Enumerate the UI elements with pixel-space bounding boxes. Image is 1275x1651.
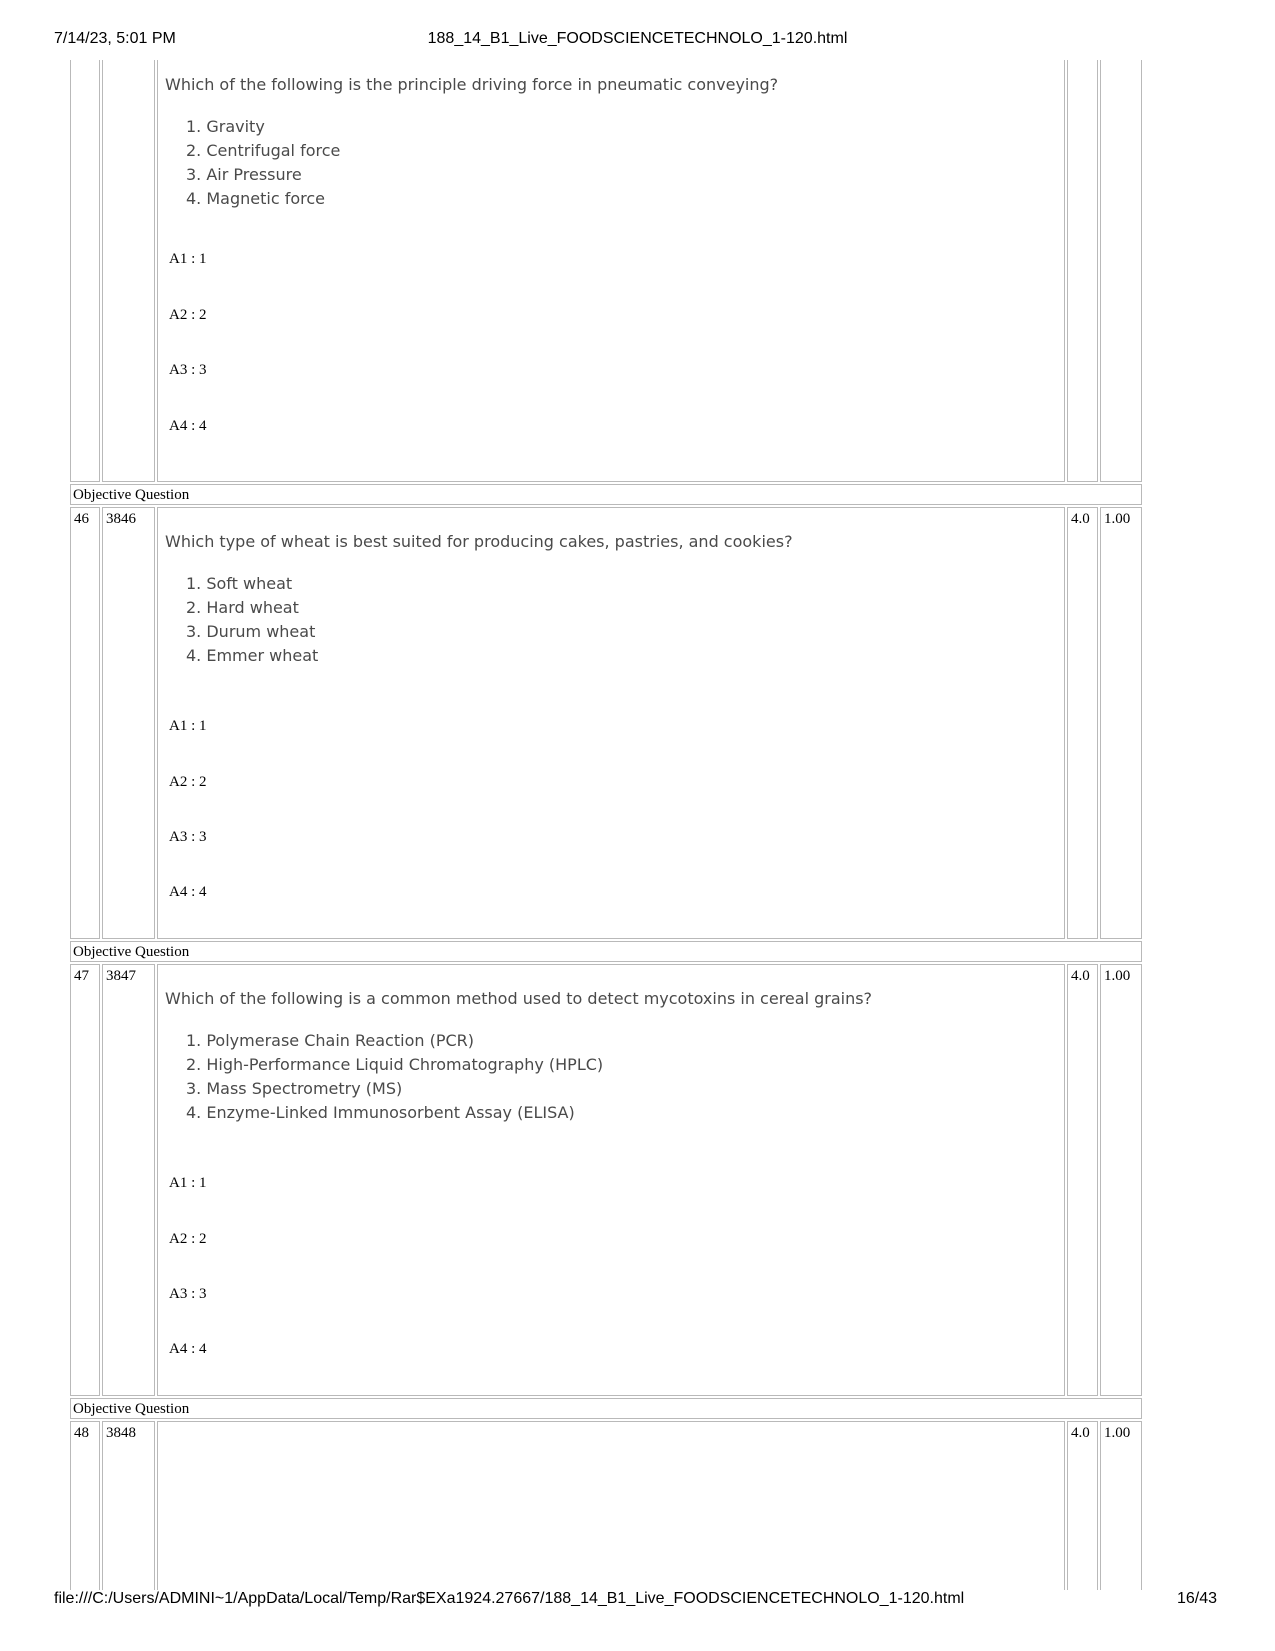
- question-id-cell: 3848: [102, 1421, 155, 1590]
- question-body: [157, 1421, 1065, 1590]
- negative-marks-cell: 1.00: [1100, 964, 1142, 1396]
- answer-line: A3 : 3: [169, 362, 207, 378]
- option-item: 1. Polymerase Chain Reaction (PCR): [186, 1031, 474, 1050]
- option-item: 2. Hard wheat: [186, 598, 299, 617]
- negative-marks-cell: 1.00: [1100, 1421, 1142, 1590]
- option-list: [186, 1029, 603, 1125]
- answer-line: A2 : 2: [169, 774, 207, 790]
- file-path: file:///C:/Users/ADMINI~1/AppData/Local/Temp/Rar$EXa1924.27667/188_14_B1_Live_FOODSCIENCETECHNOLO_1-120.html: [54, 1590, 965, 1607]
- serial-number-cell: 46: [70, 507, 100, 939]
- question-type-label: Objective Question: [70, 1398, 1142, 1419]
- answer-line: A1 : 1: [169, 718, 207, 734]
- answer-line: A4 : 4: [169, 884, 207, 900]
- option-item: 2. Centrifugal force: [186, 141, 341, 160]
- question-id-cell: 3847: [102, 964, 155, 1396]
- qid-cell-continued: [102, 60, 155, 482]
- question-id-cell: 3846: [102, 507, 155, 939]
- serial-number-cell: 47: [70, 964, 100, 1396]
- option-item: 1. Gravity: [186, 117, 265, 136]
- print-doc-title: 188_14_B1_Live_FOODSCIENCETECHNOLO_1-120.html: [427, 30, 848, 47]
- sno-cell-continued: [70, 60, 100, 482]
- negative-marks-cell: 1.00: [1100, 507, 1142, 939]
- question-body: [157, 507, 1065, 939]
- print-header: [0, 30, 1275, 52]
- question-type-label: Objective Question: [70, 941, 1142, 962]
- option-item: 3. Durum wheat: [186, 622, 316, 641]
- question-text: Which type of wheat is best suited for producing cakes, pastries, and cookies?: [165, 532, 793, 551]
- negative-cell-continued: [1100, 60, 1142, 482]
- page-indicator: 16/43: [1176, 1590, 1217, 1607]
- option-item: 1. Soft wheat: [186, 574, 293, 593]
- question-type-label: Objective Question: [70, 484, 1142, 505]
- option-item: 2. High-Performance Liquid Chromatography (HPLC): [186, 1055, 604, 1074]
- option-item: 4. Magnetic force: [186, 189, 325, 208]
- option-list: [186, 115, 340, 211]
- option-item: 4. Enzyme-Linked Immunosorbent Assay (ELISA): [186, 1103, 575, 1122]
- question-body-continued: [157, 60, 1065, 482]
- answer-line: A3 : 3: [169, 1286, 207, 1302]
- answer-line: A1 : 1: [169, 251, 207, 267]
- option-list: [186, 572, 318, 668]
- marks-cell: 4.0: [1067, 1421, 1098, 1590]
- answer-line: A2 : 2: [169, 307, 207, 323]
- question-body: [157, 964, 1065, 1396]
- question-text: Which of the following is a common method used to detect mycotoxins in cereal grains?: [165, 989, 873, 1008]
- marks-cell: 4.0: [1067, 507, 1098, 939]
- serial-number-cell: 48: [70, 1421, 100, 1590]
- answer-line: A2 : 2: [169, 1231, 207, 1247]
- print-footer: [0, 1590, 1275, 1612]
- answer-line: A4 : 4: [169, 1341, 207, 1357]
- print-date-time: 7/14/23, 5:01 PM: [54, 30, 176, 47]
- answer-line: A1 : 1: [169, 1175, 207, 1191]
- question-paper-table: [70, 60, 1205, 1590]
- option-item: 4. Emmer wheat: [186, 646, 319, 665]
- marks-cell-continued: [1067, 60, 1098, 482]
- option-item: 3. Air Pressure: [186, 165, 302, 184]
- option-item: 3. Mass Spectrometry (MS): [186, 1079, 403, 1098]
- question-text: Which of the following is the principle driving force in pneumatic conveying?: [165, 75, 779, 94]
- answer-line: A3 : 3: [169, 829, 207, 845]
- marks-cell: 4.0: [1067, 964, 1098, 1396]
- answer-line: A4 : 4: [169, 418, 207, 434]
